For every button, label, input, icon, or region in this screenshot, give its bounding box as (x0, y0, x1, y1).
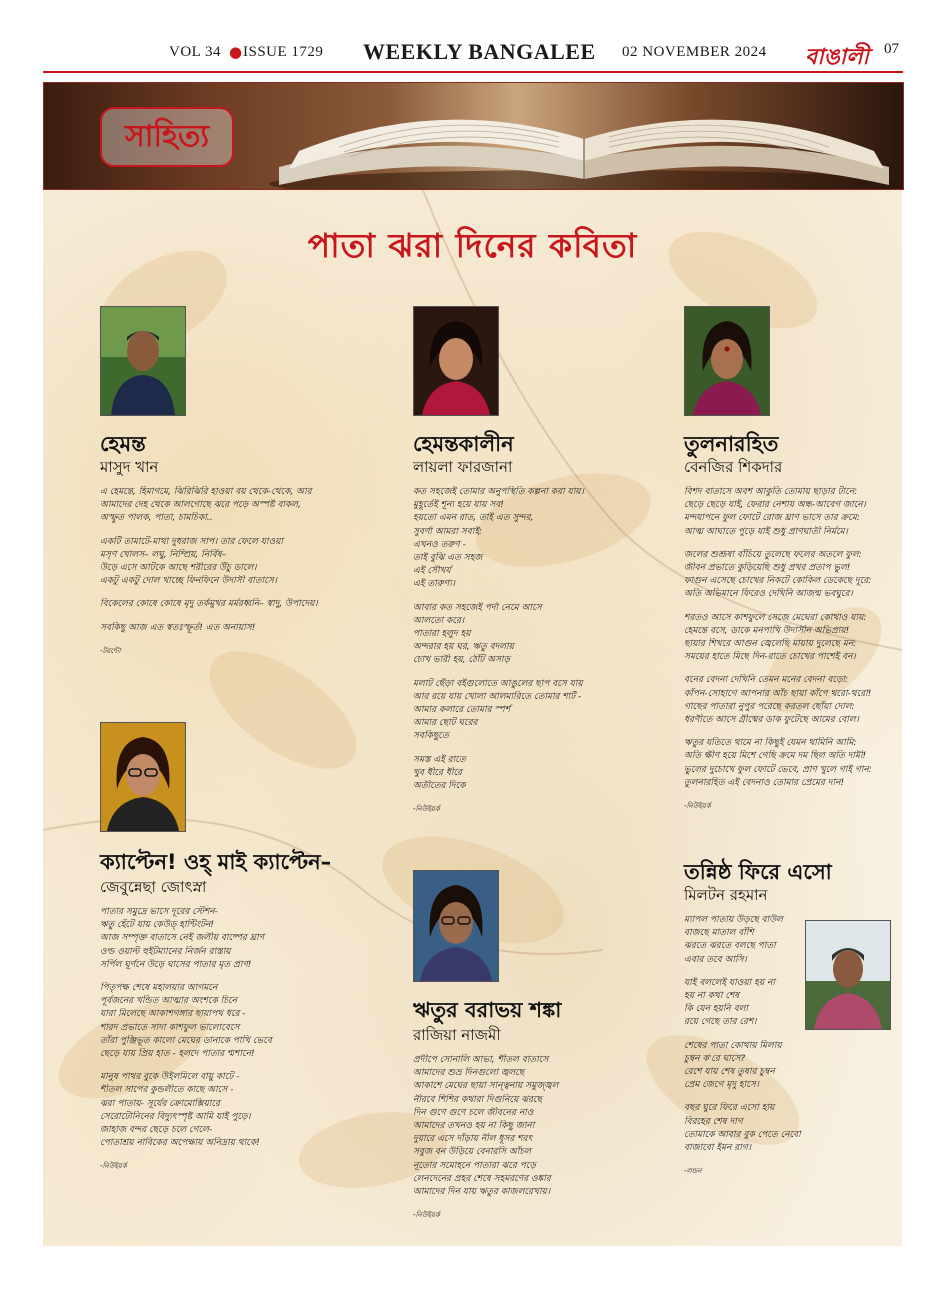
poem-line: সেরোটোনিনের বিদ্যুৎস্পৃষ্ট আমি যাই পুড়ে। (100, 1111, 251, 1122)
poem-line: একটু একটু দোল খাচ্ছে ফিনফিনে উদাসী বাতাসে। (100, 576, 277, 587)
poem-line: আত্ম আঘাতে পুড়ে যাই শুধু প্রাণঘাতী নির্মমে। (684, 526, 848, 537)
poem-title: হেমন্ত (100, 432, 146, 456)
poem-line: দুয়ারে এসে দাঁড়ায় নীল ধূসর শরৎ (413, 1134, 533, 1145)
poem-line: তুলনারহিত এই বেদনাও তোমার প্রেমের দান! (684, 777, 845, 788)
poem-stanza (684, 674, 894, 727)
poem-line: এ হেমন্তে, হিমাগমে, ঝিরিঝিরি হাওয়া বয় থেকে-থেকে, আর (100, 487, 312, 497)
poem-line: দিন গুণে গুণে চলে জীবনের নাও (413, 1107, 534, 1118)
poem-line: নীরবে শিশির কথারা দিগুনিয়ে ঝরছে (413, 1094, 542, 1105)
poem-stanza (413, 1054, 673, 1199)
poem-line: তোমাকে আবার বুক পেতে নেবো (684, 1129, 801, 1140)
poem-line: ছেড়ে ছেড়ে যাই, ফেরার নেশায় অন্ধ-আবেগ জানে। (684, 500, 866, 511)
open-book-illustration (259, 89, 899, 189)
poem-line: এবার তবে আসি। (684, 954, 747, 965)
author-photo-laila-farzana (413, 306, 499, 416)
poem-body (684, 914, 802, 1178)
masthead (43, 38, 903, 72)
poem-stanza (684, 914, 802, 967)
poem-body (100, 906, 390, 1174)
poem-line: অতি ক্ষীণ হয়ে মিশে গেছি ক্রমে দম ছিল অতি দামী! (684, 751, 867, 762)
issue-date: 02 NOVEMBER 2024 (622, 44, 767, 60)
page-number: 07 (884, 41, 899, 57)
poem-line: ধরণীতে আসে গ্রীষ্মের ডাক ফুটেছে আমের বোল। (684, 715, 859, 726)
poem-place: -টরন্টো (100, 646, 121, 655)
poem-line: মানুষ পাথর বুকে উইলমিলে বায়ু কাটে - (100, 1072, 240, 1083)
poem-line: ঝরা পাতায়- সূর্যের ক্রোমোক্সিয়ারে (100, 1098, 220, 1109)
poem-place: -লন্ডন (684, 1167, 702, 1176)
separator-dot-icon: ● (229, 43, 243, 61)
poem-author: জেবুন্নেছা জোৎস্না (100, 878, 207, 896)
poem-line: লেনদেনের প্রহর শেষে সহমরণের ওঙ্কার (413, 1173, 551, 1184)
poem-line: জাহাজ বন্দর ছেড়ে চলে গেলে- (100, 1125, 213, 1136)
poem-stanza (684, 486, 894, 539)
newspaper-title: WEEKLY BANGALEE (363, 39, 596, 64)
poem-line: ঝরতে ঝরতে বলছে পাতা (684, 941, 776, 952)
issue-label: ISSUE 1729 (243, 44, 324, 60)
poem-author: রাজিয়া নাজমী (413, 1026, 501, 1044)
poem-line: প্রেম জেগে মৃদু হাসে। (684, 1080, 760, 1091)
poem-place: -নিউইয়র্ক (684, 802, 711, 811)
poem-stanza (413, 486, 668, 592)
poem-line: জীবন প্রভাতে কুড়িয়েছি শুধু প্রখর প্রতাপ ভুল! (684, 563, 851, 574)
poem-line: অস্ফুত পালক, পাতা, চামচিকা.. (100, 513, 213, 524)
poem-body (684, 486, 894, 813)
poem-stanza (100, 1071, 390, 1150)
poem-line: যারা মিলেছে আকাশগঙ্গার ছায়াপথ ধরে - (100, 1009, 246, 1020)
poem-line: পূর্বজনের খন্ডিত আত্মার অংশকে চিনে (100, 996, 238, 1007)
poem-place: -নিউইয়র্ক (100, 1162, 127, 1171)
poem-line: কি যেন হয়নি বলা (684, 1004, 748, 1015)
poem-line: আমাদের শুভ্র দিনগুলো জ্বলছে (413, 1068, 525, 1079)
poem-line: আকাশে মেঘের ছায়া সান্ত্বনায় সমুজ্জ্বল (413, 1081, 559, 1092)
poem-line: মলাট ছেঁড়া বইগুলোতে আঙুলের ছাপ বসে যায় (413, 678, 583, 689)
poem-stanza (100, 906, 390, 972)
poem-line: হয় না কথা শেষ (684, 991, 740, 1002)
poem-stanza (684, 977, 802, 1030)
poem-line: ফাগুন এসেছে চোখের নিকটে কোকিল ডেকেছে দূরে: (684, 576, 872, 587)
author-photo-jebunnesa-jotsna (100, 722, 186, 832)
poem-line: শেষের পাতা কোথায় মিলায় (684, 1040, 782, 1051)
poem-line: কত সহজেই তোমার অনুপস্থিতি কল্পনা করা যায়। (413, 487, 584, 497)
poem-line: ভুলের দুচোখে ফুল ফোটে ভেবে, প্রাণ খুলে গাই গান: (684, 764, 872, 775)
poem-stanza (413, 754, 668, 794)
author-photo-masud-khan (100, 306, 186, 416)
poem-line: উড়ে এসে আটকে আছে শরীরের উঁচু ডালে। (100, 563, 257, 574)
author-photo-milton-rahman (805, 920, 891, 1030)
poem-line: কাঁপন-সোহাগে আপনার আঁচ ছায়া কাঁপে থরো-থরো! (684, 688, 872, 699)
poem-line: ঋতু হেঁটে যায় কেউড্‌ হান্টিংটন! (100, 920, 214, 931)
poem-stanza (684, 737, 894, 790)
poem-author: লায়লা ফারজানা (413, 458, 513, 476)
poem-line: এই তারুণ্য। (413, 579, 455, 590)
poem-line: বিশদ বাতাসে অবশ আকুতি তোমায় ছাড়ার টানে: (684, 487, 858, 497)
poem-line: চুম্বন ক'রে ঘাসে? (684, 1053, 746, 1064)
poem-line: রয়ে গেছে তার রেশ। (684, 1017, 757, 1028)
poem-stanza (684, 1040, 802, 1093)
poem-stanza (684, 549, 894, 602)
poem-line: মন্দযাপনে ফুল ফোটে রোজ ঘ্রাণ ভাসে তার ক্রমে: (684, 513, 860, 524)
poem-stanza (413, 678, 668, 744)
poem-line: রেশে যায় শেষ তুষার চুম্বন (684, 1067, 775, 1078)
poem-line: আমার কলারে তোমার স্পর্শ (413, 705, 511, 716)
poem-place: -নিউইয়র্ক (413, 1211, 440, 1220)
poem-line: হেমন্তে বসে, ডাকে মনপাখি উদাসীন অভিপ্রায়! (684, 625, 850, 636)
poem-line: ঋতুর যতিতে থামে না কিছুই যেমন থামিনি আমি: (684, 738, 857, 749)
poem-line: ম্যাপল পাতায় উড়ছে বাউল (684, 915, 783, 925)
poem-line: ওল্ড ওয়াল্ট হুইটম্যানের নির্জন রাস্তায় (100, 946, 231, 957)
poem-line: মুহূর্তেই শূন্য হয়ে যায় সব! (413, 500, 504, 511)
poem-line: শারদ প্রভাতে সাদা কাশফুল ভালোবেসে (100, 1022, 240, 1033)
poem-line: যাই বললেই যাওয়া হয় না (684, 977, 775, 988)
poem-line: আলতো করে। (413, 615, 465, 626)
poem-line: আর রয়ে যায় খোলা আলমারিতে তোমার শার্ট - (413, 691, 582, 702)
poem-stanza (684, 1102, 802, 1155)
poem-stanza (100, 982, 390, 1061)
poem-line: পাতারা হলুদ হয় (413, 629, 471, 640)
poem-line: নূতোর সমোহনে পাতারা ঝরে পড়ে (413, 1160, 536, 1171)
poem-line: পাতার সমুদ্রে ভাসে দূরের স্টেশন- (100, 907, 218, 917)
poem-line: বিরহের শেষ দাগ (684, 1116, 743, 1127)
poem-line: পোতাশ্রয় নাবিকের অপেক্ষায় অনিদ্রায় থাকে! (100, 1138, 260, 1149)
poem-line: একটি তামাটে-মাথা দুধরাজ সাপ। তার ফেলে যাওয়া (100, 536, 284, 547)
poem-line: হয়তো এমন রাত, তাই এত সুন্দর, (413, 513, 534, 524)
poem-line: আজ সম্পৃক্ত বাতাসে নেই জলীয় বাষ্পের ঘ্রাণ (100, 933, 265, 944)
poem-line: আবার কত সহজেই পর্দা নেমে আসে (413, 602, 542, 613)
poem-place: -নিউইয়র্ক (413, 805, 440, 814)
poem-title: ক্যাপ্টেন! ওহ্ মাই ক্যাপ্টেন– (100, 850, 332, 874)
poem-author: বেনজির শিকদার (684, 458, 783, 476)
poem-line: প্রদীপে সোনালি আভা, শীতল বাতাসে (413, 1055, 549, 1065)
poem-line: বনের বেদনা দেখিনি তেমন মনের বেদনা বড়ো: (684, 675, 849, 686)
poem-line: অতীতের দিকে (413, 781, 466, 792)
poem-line: বিকেলের কোষে কোষে মৃদু তর্কমুখর মর্মরধ্বনি– স্বাদু, উপাদেয়। (100, 599, 318, 610)
poem-line: বাজছে মাতাল বাঁশি (684, 928, 754, 939)
author-photo-razia-nazmi (413, 870, 499, 982)
logo-text: বাঙালী (805, 45, 869, 70)
poem-title: হেমন্তকালীন (413, 432, 514, 456)
poem-line: এই সৌখর্য (413, 566, 451, 577)
poem-line: ছেড়ে যায় প্রিয় হাত - হলদে পাতার শ্মশানে! (100, 1049, 255, 1060)
poem-stanza (100, 486, 390, 526)
poem-line: আমাদের তখনও হয় না কিছু জানা (413, 1121, 535, 1132)
poem-line: অন্দরার হয় ঘর, ঋতু বদলায় (413, 642, 514, 653)
masthead-rule (43, 71, 903, 73)
poem-body (413, 486, 668, 816)
poem-line: সুবর্ণা আমরা সবাই: (413, 526, 483, 537)
poem-author: মাসুদ খান (100, 458, 159, 476)
newspaper-logo (803, 38, 885, 70)
poem-stanza (100, 536, 390, 589)
poem-line: মসৃণ খোলস– লঘু, নিম্প্রিয়, নির্বিষ– (100, 549, 227, 560)
poem-stanza (100, 622, 390, 635)
section-banner (43, 82, 904, 190)
poem-line: পিতৃপক্ষ শেষে মহালয়ার আগমনে (100, 983, 218, 994)
poem-line: সবকিছুতে (413, 731, 449, 742)
poem-line: খুব ধীরে ধীরে (413, 767, 463, 778)
poem-title: তুলনারহিত (684, 432, 779, 456)
poem-line: শরতও আসে কাশফুলে সেজে মেঘেরা কোথাও যায়: (684, 612, 867, 623)
poem-line: ছায়ার শিখরে আগুন জ্বেলেছি মায়ায় দুলেছে মন: (684, 639, 857, 650)
poem-line: সময়ের হাতে মিছে দিন-রাতে চোখের পাশেই বন। (684, 652, 856, 663)
page-headline: পাতা ঝরা দিনের কবিতা (307, 226, 638, 265)
poem-line: তাই বুঝি এত সহজ (413, 553, 483, 564)
poem-line: তাঁরা পুঞ্জিভূত কালো মেঘের ডানাকে পাখি ভেবে (100, 1035, 272, 1046)
poem-line: সর্পিল ঘূর্ণনে উড়ে ঘাসের পাতার মৃত প্রাণ! (100, 959, 252, 970)
volume-label: VOL 34 (169, 44, 222, 60)
poem-body (100, 486, 390, 658)
poem-line: অতি অভিমানে ফিরেও দেখিনি আজন্ম ভবঘুরে। (684, 589, 853, 600)
poem-line: জলের শুশ্রূষা বাঁচিয়ে তুলেছে ফলের অতলে ফুল: (684, 549, 862, 560)
section-title: সাহিত্য (100, 107, 234, 167)
poem-stanza (100, 598, 390, 611)
poem-line: আমাদের দিন যায় ঋতুর কাজলরেখায়। (413, 1187, 551, 1198)
poem-line: চোখ ভারী হয়, ঠোঁট অসাড় (413, 655, 510, 666)
poem-line: এখনও তরুণ - (413, 539, 466, 550)
poem-title: তন্নিষ্ঠ ফিরে এসো (684, 860, 832, 884)
poem-body (413, 1054, 673, 1222)
poem-line: শীতল সাপের কুন্ডলীতে কাছে আসে - (100, 1085, 234, 1096)
poem-stanza (684, 612, 894, 665)
poem-line: সমস্ত এই রাতে (413, 754, 466, 765)
poem-line: সবুজ বন উড়িয়ে বেনারসি আঁচল (413, 1147, 531, 1158)
poem-line: সবকিছু আজ এত স্বতঃস্ফূর্ত! এত অনায়াস! (100, 622, 256, 633)
poem-line: বাজাবো ইমন রাগ। (684, 1143, 751, 1154)
poem-line: আমাদের দেহ থেকে আলগোছে ঝরে পড়ে অস্পষ্ট বাকল, (100, 500, 301, 511)
poem-stanza (413, 602, 668, 668)
poem-line: বছর ঘুরে ফিরে এসো হায় (684, 1103, 775, 1114)
poem-line: গাছের পাতারা নুপুর পরেছে করতল ছোঁয়া দোল: (684, 701, 855, 712)
literature-panel (43, 190, 902, 1246)
poem-line: আমার ছোট ঘরের (413, 718, 478, 729)
author-photo-benazir-shikdar (684, 306, 770, 416)
poem-author: মিলটন রহমান (684, 886, 768, 904)
poem-title: ঋতুর বরাভয় শঙ্কা (413, 998, 562, 1022)
